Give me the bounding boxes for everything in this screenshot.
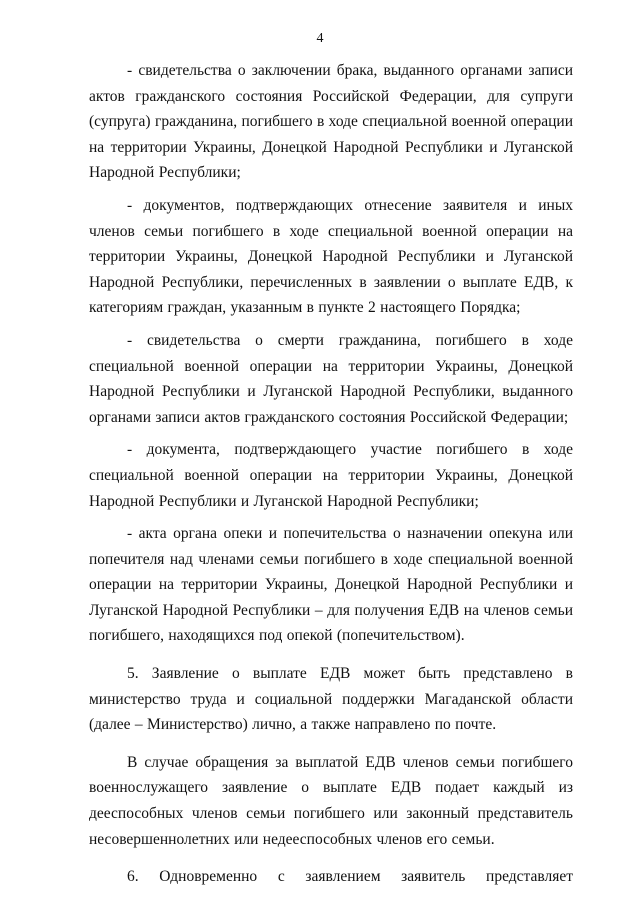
paragraph-family-application: В случае обращения за выплатой ЕДВ членов семьи погибшего военнослужащего заявление о выплате ЕДВ подает каждый из дееспособных членов семьи погибшего или законный представитель несовершеннолетних или недееспособных членов его семьи. — [89, 753, 573, 848]
paragraph-item-5: 5. Заявление о выплате ЕДВ может быть представлено в министерство труда и социальной поддержки Магаданской области (далее – Министерство) лично, а также направлено по почте. — [89, 665, 573, 734]
paragraph-item-6: 6. Одновременно с заявлением заявитель представляет — [127, 868, 573, 886]
paragraph-family-documents: - документов, подтверждающих отнесение заявителя и иных членов семьи погибшего в ходе специальной военной операции на территории Украины, Донецкой Народной Республики и Луганской Народной Республики, перечисленных в заявлении о выплате ЕДВ, к категориям граждан, указанным в пункте 2 настоящего Порядка; — [89, 196, 573, 317]
paragraph-death-certificate: - свидетельства о смерти гражданина, погибшего в ходе специальной военной операции на территории Украины, Донецкой Народной Республики и Луганской Народной Республики, выданного органами записи актов гражданского состояния Российской Федерации; — [89, 331, 573, 426]
paragraph-marriage-certificate: - свидетельства о заключении брака, выданного органами записи актов гражданского состояния Российской Федерации, для супруги (супруга) гражданина, погибшего в ходе специальной военной операции на территории Украины, Донецкой Народной Республики и Луганской Народной Республики; — [89, 62, 573, 182]
paragraph-guardianship-act: - акта органа опеки и попечительства о назначении опекуна или попечителя над членами семьи погибшего в ходе специальной военной операции на территории Украины, Донецкой Народной Республики и Луганской Народной Республики – для получения ЕДВ на членов семьи погибшего, находящихся под опекой (попечительством). — [89, 525, 573, 645]
page-number: 4 — [316, 31, 324, 46]
paragraph-participation-document: - документа, подтверждающего участие погибшего в ходе специальной военной операции на территории Украины, Донецкой Народной Республики и Луганской Народной Республики; — [89, 441, 573, 510]
document-body — [89, 58, 573, 890]
